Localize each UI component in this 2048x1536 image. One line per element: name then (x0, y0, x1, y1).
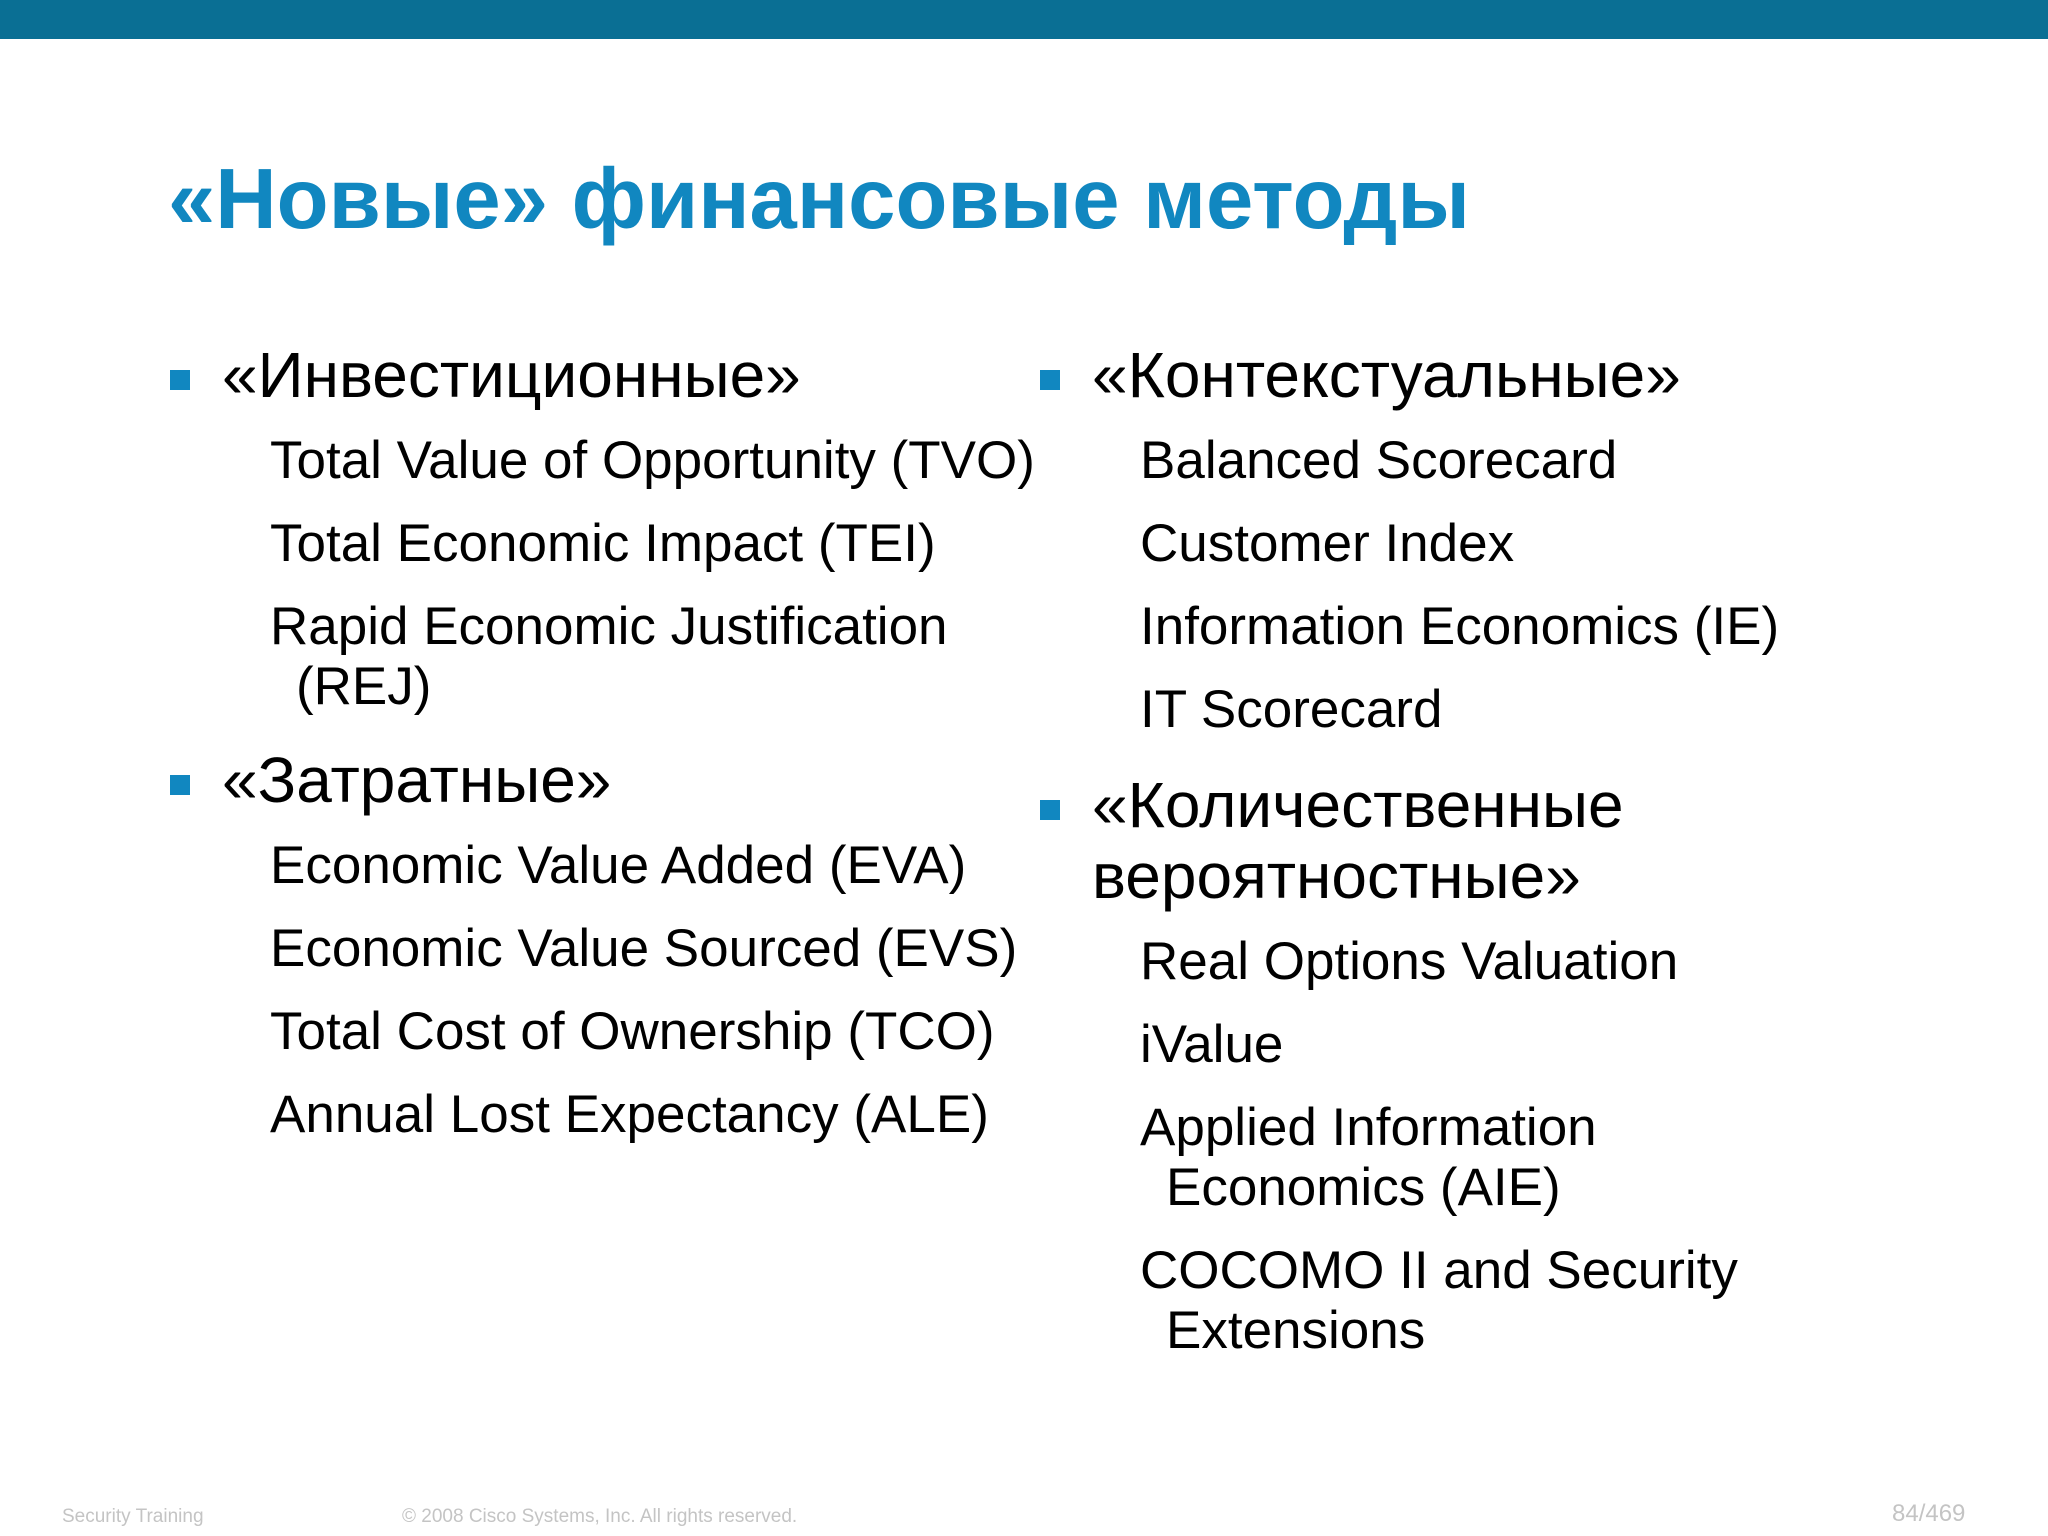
list-item: Customer Index (1140, 514, 1515, 573)
list-item: Rapid Economic Justification (REJ) (270, 597, 948, 716)
list-item: Information Economics (IE) (1140, 597, 1780, 656)
list-item: Total Cost of Ownership (TCO) (270, 1002, 995, 1061)
list-item: Balanced Scorecard (1140, 431, 1618, 490)
list-item: Total Value of Opportunity (TVO) (270, 431, 1035, 490)
left-column (170, 340, 1040, 1168)
list-item: Annual Lost Expectancy (ALE) (270, 1085, 989, 1144)
list-item: Economic Value Sourced (EVS) (270, 919, 1018, 978)
square-bullet-icon (1040, 370, 1060, 390)
group-contextual (1040, 340, 1980, 740)
list-item: Economic Value Added (EVA) (270, 836, 967, 895)
slide-title: «Новые» финансовые методы (168, 152, 1470, 247)
item-list (170, 431, 1040, 717)
square-bullet-icon (1040, 800, 1060, 820)
group-header-cost (170, 745, 1040, 816)
group-header-text: «Количественные вероятностные» (1092, 769, 1624, 912)
group-cost (170, 745, 1040, 1145)
footer-page-number: 84/469 (1892, 1500, 1966, 1527)
list-item: IT Scorecard (1140, 680, 1443, 739)
group-header-contextual (1040, 340, 1980, 411)
list-item: Applied Information Economics (AIE) (1140, 1098, 1597, 1217)
group-investment (170, 340, 1040, 717)
group-quantitative (1040, 770, 1980, 1361)
square-bullet-icon (170, 775, 190, 795)
group-header-quantitative (1040, 770, 1792, 912)
footer-copyright: © 2008 Cisco Systems, Inc. All rights reserved. (402, 1506, 798, 1527)
group-header-investment (170, 340, 1040, 411)
square-bullet-icon (170, 370, 190, 390)
item-list (1040, 932, 1980, 1361)
item-list (170, 836, 1040, 1145)
group-header-text: «Затратные» (222, 744, 612, 816)
footer-course-name: Security Training (62, 1506, 204, 1527)
list-item: Real Options Valuation (1140, 932, 1679, 991)
list-item: iValue (1140, 1015, 1284, 1074)
group-header-text: «Инвестиционные» (222, 339, 801, 411)
list-item: Total Economic Impact (TEI) (270, 514, 936, 573)
top-bar (0, 0, 2048, 39)
list-item: COCOMO II and Security Extensions (1140, 1241, 1738, 1360)
right-column (1040, 340, 1980, 1384)
item-list (1040, 431, 1980, 740)
group-header-text: «Контекстуальные» (1092, 339, 1681, 411)
